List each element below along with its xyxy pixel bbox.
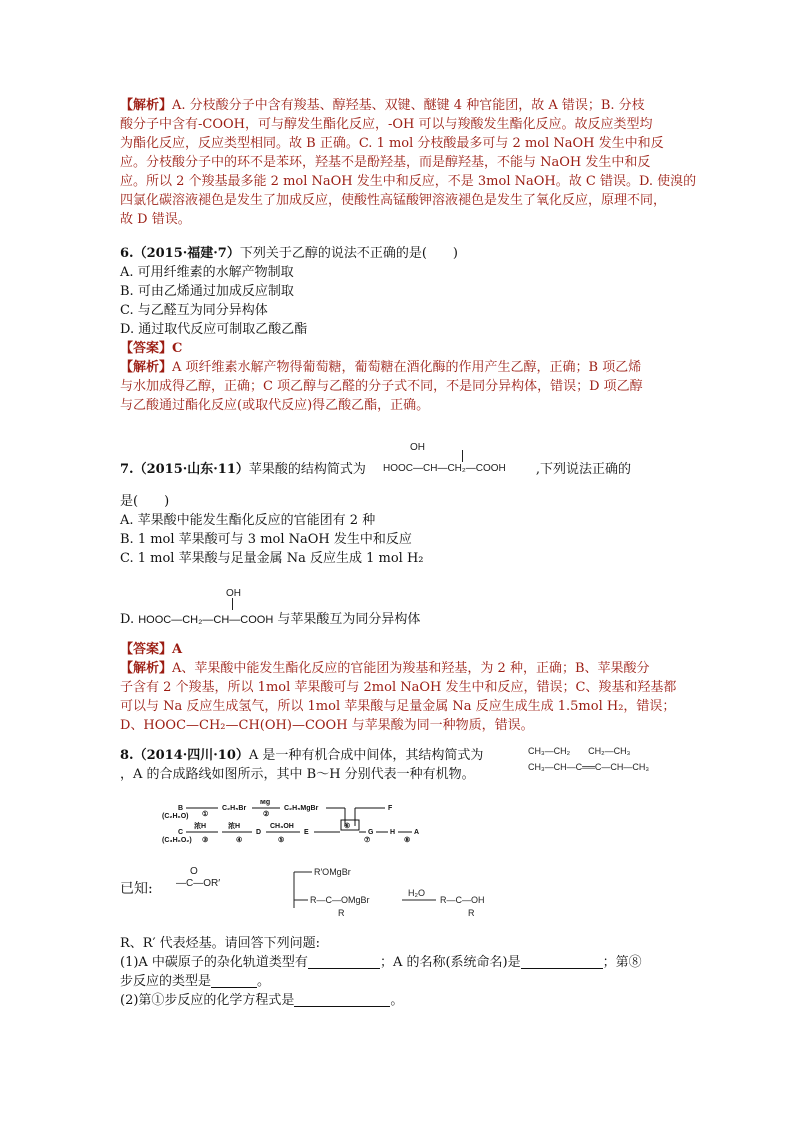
route-mg: Mg: [260, 800, 271, 806]
q7-stem: 7.（2015·山东·11）苹果酸的结构简式为 ,下列说法正确的: [120, 462, 632, 477]
synthesis-route-diagram: [160, 800, 440, 850]
route-b-formula: (C₂H₆O): [162, 813, 189, 820]
q6-answer: 【答案】C: [120, 341, 183, 356]
q6-option-d: D. 通过取代反应可制取乙酸乙酯: [120, 322, 308, 337]
q7-d-oh: OH: [226, 588, 241, 599]
known-intermediate: R—C—OMgBr: [310, 895, 370, 905]
route-step-2: ②: [263, 811, 270, 818]
route-step-8: ⑧: [404, 837, 411, 844]
q6-analysis-line-1: 【解析】A 项纤维素水解产物得葡萄糖，葡萄糖在酒化酶的作用产生乙醇，正确；B 项乙烯: [120, 360, 642, 375]
known-r-omgbr: R′OMgBr: [314, 867, 351, 877]
q7-stem-cont: 是( ): [120, 494, 170, 509]
route-reagent-4: 浓H: [228, 823, 241, 830]
q5-analysis-line-6: 四氯化碳溶液褪色是发生了加成反应，使酸性高锰酸钾溶液褪色是发生了氧化反应，原理不同，故 D 错误。: [120, 193, 667, 227]
q7-struct-main: HOOC—CH—CH₂—COOH: [383, 463, 506, 474]
q8-struct-a-bottom: CH₃—CH—C══C—CH—CH₃: [528, 762, 650, 772]
q5-analysis-line-4: 应。分枝酸分子中的环不是苯环，羟基不是酚羟基，而是醇羟基，不能与 NaOH 发生中和反: [120, 155, 651, 170]
q7-answer-analysis: [120, 640, 675, 735]
known-h2o: H₂O: [408, 888, 425, 898]
q6-analysis-line-3: 与乙酸通过酯化反应(或取代反应)得乙酸乙酯，正确。: [120, 398, 430, 413]
route-f: F: [388, 805, 393, 812]
q7-struct-bond: [462, 450, 464, 462]
known-ester-o: O: [190, 866, 198, 877]
answer-blank-equation[interactable]: [294, 992, 390, 1007]
route-c-formula: (C₃H₆O₂): [162, 837, 192, 844]
route-e: E: [304, 829, 309, 836]
known-label: 已知:: [120, 881, 153, 897]
question-8: [120, 746, 510, 784]
q7-option-d: D. HOOC—CH₂—CH—COOH 与苹果酸互为同分异构体: [120, 612, 421, 627]
q7-analysis-line-2: 子含有 2 个羧基，所以 1mol 苹果酸可与 2mol NaOH 发生中和反应，错误；C、羧基和羟基都: [120, 680, 677, 695]
route-reagent-3: 浓H: [194, 823, 207, 830]
q6-number: 6.（2015·福建·7）: [120, 246, 240, 261]
route-step-5: ⑤: [278, 837, 285, 844]
q8-stem-2: ，A 的合成路线如图所示，其中 B～H 分别代表一种有机物。: [120, 767, 475, 782]
route-step-6: ⑥: [344, 823, 351, 830]
q6-option-b: B. 可由乙烯通过加成反应制取: [120, 284, 294, 299]
route-grignard: C₂H₅MgBr: [284, 805, 319, 812]
q8-stem-1: 8.（2014·四川·10）A 是一种有机合成中间体，其结构简式为: [120, 748, 484, 763]
q8-subquestions: [120, 934, 675, 1010]
answer-blank-reaction-type[interactable]: [211, 973, 257, 988]
route-g: G: [368, 829, 374, 836]
q7-struct-oh: OH: [410, 442, 425, 453]
q7-d-struct: HOOC—CH₂—CH—COOH: [138, 614, 274, 626]
answer-blank-hybridization[interactable]: [308, 954, 380, 969]
q7-option-b: B. 1 mol 苹果酸可与 3 mol NaOH 发生中和反应: [120, 532, 412, 547]
known-ester: —C—OR′: [176, 878, 221, 889]
known-product-r: R: [468, 908, 475, 918]
q5-analysis-line-2: 酸分子中含有-COOH，可与醇发生酯化反应，-OH 可以与羧酸发生酯化反应。故反应类型均: [120, 117, 653, 132]
q7-option-a: A. 苹果酸中能发生酯化反应的官能团有 2 种: [120, 513, 376, 528]
q7-option-c: C. 1 mol 苹果酸与足量金属 Na 反应生成 1 mol H₂: [120, 551, 424, 566]
q5-analysis: [120, 96, 697, 229]
known-intermediate-r: R: [338, 908, 345, 918]
route-c: C: [178, 829, 184, 836]
route-c2h5br: C₂H₅Br: [222, 805, 247, 812]
route-h: H: [390, 829, 396, 836]
route-step-7: ⑦: [364, 837, 371, 844]
known-reaction-diagram: [290, 866, 530, 922]
route-step-4: ④: [236, 837, 243, 844]
q8-sub2: (2)第①步反应的化学方程式是 。: [120, 993, 404, 1008]
q6-analysis-line-2: 与水加成得乙醇，正确；C 项乙醇与乙醛的分子式不同，不是同分异构体，错误；D 项乙醇: [120, 379, 643, 394]
q8-sub1: (1)A 中碳原子的杂化轨道类型有 ；A 的名称(系统命名)是 ；第⑧: [120, 955, 642, 970]
route-ch3oh: CH₃OH: [270, 823, 294, 830]
route-b: B: [178, 805, 184, 812]
q5-analysis-line-1: 【解析】A. 分枝酸分子中含有羧基、醇羟基、双键、醚键 4 种官能团，故 A 错误；B. 分枝: [120, 98, 645, 113]
q7-analysis-line-4: D、HOOC—CH₂—CH(OH)—COOH 与苹果酸为同一种物质，错误。: [120, 718, 534, 733]
q6-stem: 6.（2015·福建·7）下列关于乙醇的说法不正确的是( ): [120, 246, 459, 261]
q7-analysis-line-1: 【解析】A、苹果酸中能发生酯化反应的官能团为羧基和羟基，为 2 种，正确；B、苹果酸分: [120, 661, 650, 676]
q7-number: 7.（2015·山东·11）: [120, 462, 249, 477]
question-7-body: [120, 492, 675, 568]
q8-sub1-cont: 步反应的类型是 。: [120, 974, 271, 989]
route-d: D: [256, 829, 262, 836]
route-step-3: ③: [202, 837, 209, 844]
analysis-tag: 【解析】: [120, 98, 173, 113]
q8-struct-a-top: CH₃—CH₂ CH₂—CH₃: [528, 746, 631, 756]
answer-blank-name[interactable]: [521, 954, 603, 969]
q7-answer: 【答案】A: [120, 642, 183, 657]
question-6: [120, 244, 675, 415]
q5-analysis-line-5: 应。所以 2 个羧基最多能 2 mol NaOH 发生中和反应，不是 3mol NaOH。故 C 错误。D. 使溴的: [120, 174, 697, 189]
q7-analysis-line-3: 可以与 Na 反应生成氢气，所以 1mol 苹果酸与足量金属 Na 反应生成生成 1.5mol H₂，错误；: [120, 699, 676, 714]
q6-option-a: A. 可用纤维素的水解产物制取: [120, 265, 294, 280]
route-step-1: ①: [202, 811, 209, 818]
known-product: R—C—OH: [440, 895, 485, 905]
q8-note: R、R′ 代表烃基。请回答下列问题:: [120, 936, 321, 951]
q5-analysis-line-3: 为酯化反应，反应类型相同。故 B 正确。C. 1 mol 分枝酸最多可与 2 mol NaOH 发生中和反: [120, 136, 664, 151]
route-a: A: [414, 829, 420, 836]
q8-number: 8.（2014·四川·10）: [120, 748, 249, 763]
q7-d-bond: [232, 598, 234, 610]
q6-option-c: C. 与乙醛互为同分异构体: [120, 303, 268, 318]
